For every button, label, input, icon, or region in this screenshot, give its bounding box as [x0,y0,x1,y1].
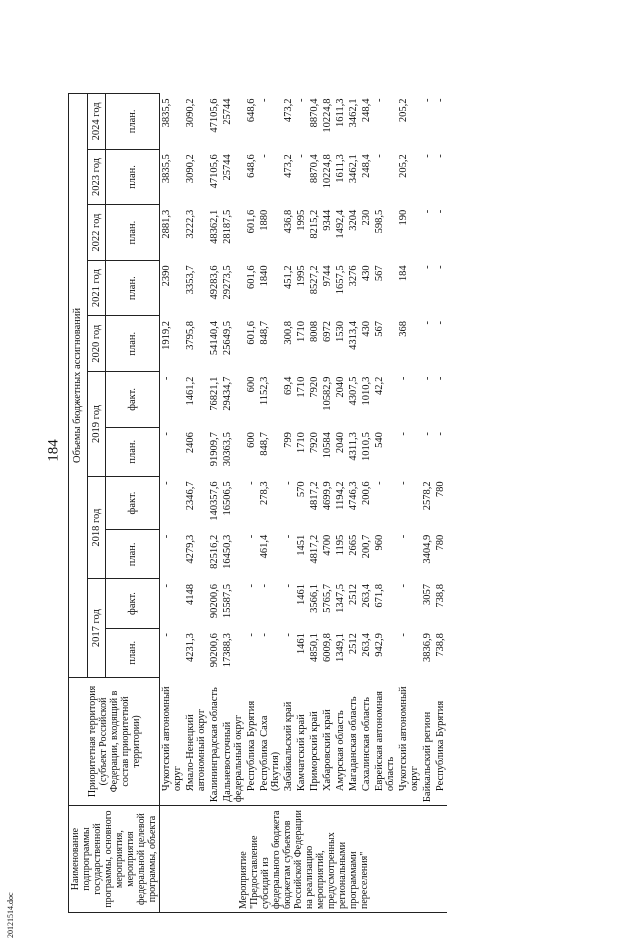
value-cell: - [435,376,446,381]
header-year-2023: 2023 год [87,149,106,205]
value-cell: - [283,481,294,485]
header-plan-2019: план. [106,427,160,476]
rotated-document-sheet [68,8,548,913]
value-cell: 368 [398,320,409,337]
territory-cell: Чукотский автономный округ [161,686,183,792]
value-cell: 1995 [296,265,307,287]
value-cell: 2512 [348,583,359,605]
value-cell: 848,7 [259,432,270,456]
value-cell: - [283,633,294,637]
value-cell: 25744 [222,98,233,125]
value-cell: 2665 [348,534,359,556]
value-cell: - [296,98,307,102]
value-cell: 4700 [322,534,333,556]
value-cell: - [398,376,409,381]
value-cell: 8527,2 [309,265,320,295]
value-cell: - [422,209,433,214]
value-cell: 4699,9 [322,481,333,511]
territory-cell: Магаданская область [348,696,359,792]
value-cell: 1995 [296,209,307,231]
value-cell: 1530 [335,320,346,342]
value-cell: 69,4 [283,376,294,395]
table-row [321,94,334,913]
territory-cell: Забайкальский край [283,701,294,792]
value-cell: 248,4 [361,98,372,123]
value-cell: 47105,6 [209,154,220,189]
value-cell: - [161,432,172,436]
value-cell: - [422,154,433,158]
measure-name-cell: Мероприятие "Предоставление субсидий из федерального бюджета бюджетам субъектов Российской Федерации на реализацию мероприятий, предусмотренных региональными программами переселения" [160,806,448,913]
value-cell: 16506,5 [222,481,233,516]
value-cell: - [283,583,294,588]
value-cell: 570 [296,481,307,498]
value-cell: 3795,8 [185,320,196,350]
value-cell: 54140,4 [209,320,220,356]
value-cell: 1880 [259,209,270,231]
value-cell: - [246,583,257,588]
value-cell: - [246,633,257,637]
value-cell: 567 [374,265,385,282]
value-cell: 598,5 [374,209,385,234]
value-cell: 6009,8 [322,633,333,662]
value-cell: 76821,1 [209,376,220,411]
table-row [221,94,245,913]
value-cell: 436,8 [283,209,294,234]
value-cell: - [435,154,446,158]
value-cell: - [422,98,433,102]
table-row [184,94,208,913]
value-cell: - [161,633,172,637]
territory-cell: Чукотский автономный округ [398,686,420,792]
header-plan-2018: план. [106,530,160,579]
territory-cell: Камчатский край [296,714,307,792]
header-year-2021: 2021 год [87,260,106,316]
value-cell: 140357,6 [209,481,220,521]
header-name-column: Наименование подпрограммы государственной программы, основного мероприятия, мероприятия федеральной целевой программы, объекта [69,806,160,913]
value-cell: 17388,3 [222,633,233,668]
header-year-2020: 2020 год [87,316,106,372]
value-cell: 799 [283,432,294,448]
value-cell: 8215,2 [309,209,320,239]
value-cell: 1451 [296,534,307,556]
value-cell: 3057 [422,583,433,605]
table-row [421,94,434,913]
value-cell: 29434,7 [222,376,233,411]
value-cell: 16450,3 [222,534,233,569]
value-cell: 430 [361,320,372,337]
table-row [360,94,373,913]
value-cell: - [398,481,409,485]
value-cell: 5765,7 [322,583,333,613]
value-cell: 2040 [335,376,346,398]
header-year-2019: 2019 год [87,372,106,477]
value-cell: 1611,3 [335,154,346,183]
table-row [245,94,258,913]
value-cell: 47105,6 [209,98,220,133]
value-cell: 25649,5 [222,320,233,356]
header-fact-2017: факт. [106,579,160,628]
value-cell: 7920 [309,432,320,454]
value-cell: 15587,5 [222,583,233,619]
table-row [258,94,282,913]
value-cell: 8008 [309,320,320,342]
value-cell: 29273,5 [222,265,233,300]
value-cell: - [398,583,409,588]
value-cell: 1010,5 [361,432,372,462]
table-row [397,94,421,913]
value-cell: 1611,3 [335,98,346,127]
value-cell: 451,2 [283,265,294,289]
value-cell: - [398,534,409,539]
value-cell: 25744 [222,154,233,181]
value-cell: - [259,154,270,158]
territory-cell: Калининградская область [209,687,220,803]
value-cell: 648,6 [246,154,257,178]
value-cell: - [435,432,446,436]
value-cell: 2390 [161,265,172,287]
value-cell: 540 [374,432,385,448]
value-cell: 10224,8 [322,154,333,189]
value-cell: 600 [246,432,257,448]
value-cell: - [246,534,257,539]
value-cell: 780 [435,481,446,498]
table-row [308,94,321,913]
value-cell: 4817,2 [309,481,320,511]
value-cell: 91909,7 [209,432,220,467]
value-cell: 2346,7 [185,481,196,511]
value-cell: - [161,376,172,381]
value-cell: 8870,4 [309,98,320,128]
territory-cell: Байкальский регион [422,711,433,803]
value-cell: 230 [361,209,372,226]
budget-table [68,93,447,913]
value-cell: 82516,2 [209,534,220,569]
value-cell: 4311,3 [348,432,359,461]
value-cell: 3835,5 [161,98,172,128]
value-cell: 738,8 [435,633,446,657]
value-cell: 10224,8 [322,98,333,133]
territory-cell: Амурская область [335,710,346,792]
value-cell: 2881,3 [161,209,172,239]
value-cell: 1347,5 [335,583,346,613]
value-cell: 4307,5 [348,376,359,406]
value-cell: - [435,98,446,102]
value-cell: - [422,432,433,436]
value-cell: - [435,320,446,325]
value-cell: 1461 [296,583,307,605]
territory-cell: Приморский край [309,711,320,792]
header-year-2017: 2017 год [87,579,106,677]
value-cell: 3222,3 [185,209,196,239]
value-cell: 3835,5 [161,154,172,184]
value-cell: - [161,583,172,588]
value-cell: 1461 [296,633,307,655]
header-plan-2021: план. [106,260,160,316]
value-cell: 7920 [309,376,320,398]
territory-cell: Республика Саха (Якутия) [259,715,281,792]
value-cell: 28187,5 [222,209,233,244]
value-cell: 3836,9 [422,633,433,662]
header-year-2022: 2022 год [87,205,106,261]
value-cell: 3090,2 [185,98,196,128]
value-cell: 2578,2 [422,481,433,511]
value-cell: - [246,481,257,485]
table-row [208,94,221,913]
value-cell: - [374,98,385,102]
value-cell: 430 [361,265,372,282]
value-cell: - [161,534,172,539]
value-cell: 30363,5 [222,432,233,467]
value-cell: 1657,5 [335,265,346,295]
value-cell: 190 [398,209,409,226]
value-cell: - [374,481,385,485]
value-cell: 49283,6 [209,265,220,300]
value-cell: 4231,3 [185,633,196,662]
value-cell: 473,2 [283,154,294,178]
table-body [160,94,448,913]
value-cell: 263,4 [361,633,372,657]
value-cell: 601,6 [246,265,257,289]
value-cell: - [422,265,433,269]
value-cell: 3566,1 [309,583,320,613]
value-cell: 4148 [185,583,196,605]
value-cell: 473,2 [283,98,294,123]
value-cell: 3090,2 [185,154,196,184]
value-cell: 1195 [335,534,346,556]
value-cell: 2406 [185,432,196,454]
value-cell: 461,4 [259,534,270,559]
territory-cell: Республика Бурятия [435,700,446,792]
value-cell: 248,4 [361,154,372,178]
value-cell: 1152,3 [259,376,270,406]
header-year-2018: 2018 год [87,476,106,579]
value-cell: 1194,2 [335,481,346,510]
page-number: 184 [45,439,62,462]
value-cell: - [398,432,409,436]
value-cell: 184 [398,265,409,282]
value-cell: 1010,3 [361,376,372,406]
table-row [347,94,360,913]
value-cell: 90200,6 [209,633,220,668]
value-cell: 567 [374,320,385,337]
value-cell: 300,8 [283,320,294,345]
value-cell: - [422,320,433,325]
header-budget-group: Объемы бюджетных ассигнований [69,94,88,678]
value-cell: 2040 [335,432,346,454]
value-cell: 780 [435,534,446,551]
header-fact-2018: факт. [106,476,160,529]
value-cell: 2512 [348,633,359,655]
value-cell: - [259,633,270,637]
territory-cell: Еврейская автономная область [374,690,396,792]
header-territory-column: Приоритетная территория (субъект Российской Федерации, входящий в состав приоритетной территории) [69,677,160,805]
value-cell: 960 [374,534,385,551]
value-cell: - [259,98,270,102]
table-row [434,94,447,913]
value-cell: 1349,1 [335,633,346,662]
territory-cell: Хабаровский край [322,709,333,792]
value-cell: - [283,534,294,539]
table-row [160,94,185,913]
value-cell: 600 [246,376,257,393]
territory-cell: Сахалинская область [361,697,372,792]
value-cell: 671,8 [374,583,385,608]
value-cell: 205,2 [398,98,409,123]
value-cell: 4746,3 [348,481,359,511]
value-cell: 10584 [322,432,333,459]
value-cell: 278,3 [259,481,270,505]
value-cell: 1710 [296,376,307,398]
table-row [282,94,295,913]
value-cell: 648,6 [246,98,257,123]
value-cell: 1710 [296,432,307,454]
header-plan-2023: план. [106,149,160,205]
value-cell: 42,2 [374,376,385,395]
value-cell: 9344 [322,209,333,231]
value-cell: - [422,376,433,381]
value-cell: 1461,2 [185,376,196,406]
table-row [373,94,397,913]
value-cell: - [398,633,409,637]
value-cell: 1492,4 [335,209,346,239]
value-cell: 1710 [296,320,307,342]
value-cell: - [435,265,446,269]
value-cell: - [259,583,270,588]
value-cell: 6972 [322,320,333,342]
value-cell: 263,4 [361,583,372,608]
value-cell: - [435,209,446,214]
value-cell: 3462,1 [348,98,359,128]
value-cell: 48362,1 [209,209,220,244]
header-plan-2020: план. [106,316,160,372]
value-cell: - [296,154,307,158]
value-cell: 205,2 [398,154,409,178]
header-year-2024: 2024 год [87,94,106,150]
value-cell: 1919,2 [161,320,172,350]
value-cell: - [374,154,385,158]
footer-file-code: 20121514.doc [6,892,15,938]
value-cell: 1840 [259,265,270,287]
header-fact-2019: факт. [106,372,160,428]
header-plan-2024: план. [106,94,160,150]
value-cell: 4850,1 [309,633,320,662]
value-cell: 738,8 [435,583,446,608]
table-row [295,94,308,913]
value-cell: - [161,481,172,485]
value-cell: 200,6 [361,481,372,505]
value-cell: 4279,3 [185,534,196,564]
table-row [334,94,347,913]
value-cell: 3462,1 [348,154,359,184]
value-cell: 200,7 [361,534,372,559]
value-cell: 942,9 [374,633,385,657]
value-cell: 601,6 [246,209,257,234]
value-cell: 10582,9 [322,376,333,411]
header-plan-2017: план. [106,628,160,677]
value-cell: 3353,7 [185,265,196,295]
value-cell: 3276 [348,265,359,287]
header-plan-2022: план. [106,205,160,261]
value-cell: 3404,9 [422,534,433,564]
value-cell: 4313,4 [348,320,359,350]
territory-cell: Ямало-Ненецкий автономный округ [185,708,207,792]
value-cell: 601,6 [246,320,257,345]
value-cell: 9744 [322,265,333,287]
value-cell: 4817,2 [309,534,320,564]
value-cell: 3204 [348,209,359,231]
territory-cell: Дальневосточный федеральный округ [222,714,244,803]
territory-cell: Республика Бурятия [246,700,257,792]
value-cell: 848,7 [259,320,270,345]
value-cell: 8870,4 [309,154,320,184]
value-cell: 90200,6 [209,583,220,619]
